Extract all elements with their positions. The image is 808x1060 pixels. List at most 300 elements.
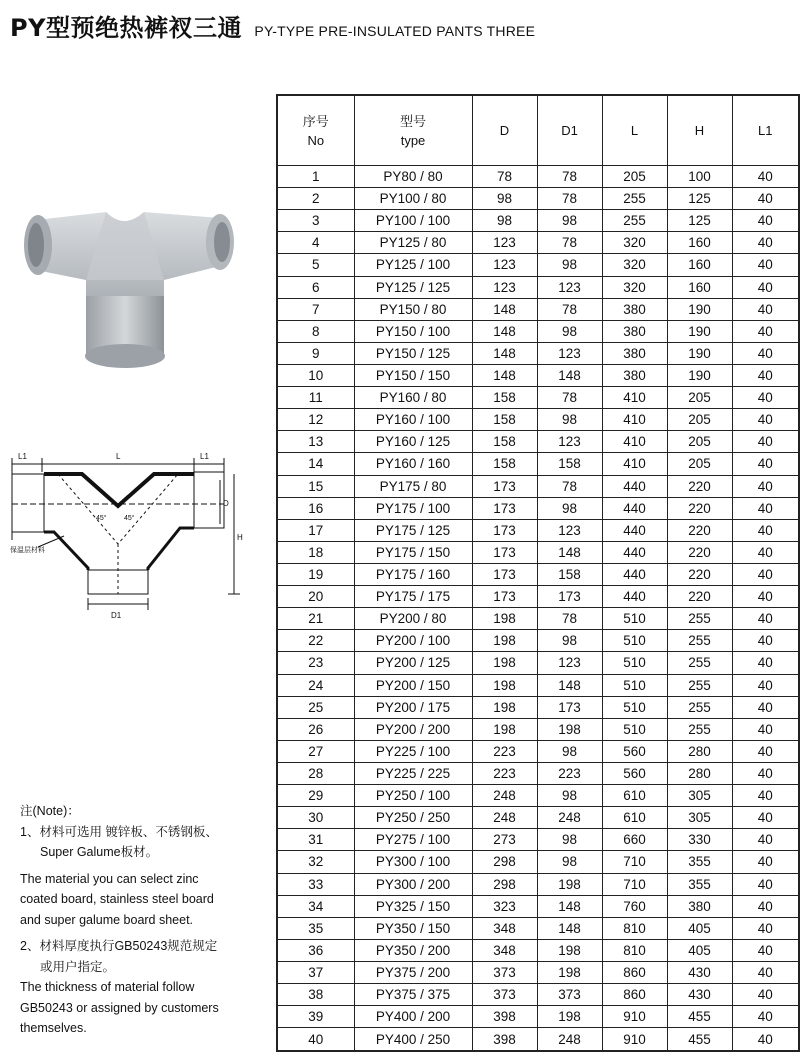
cell-type: PY250 / 100	[354, 785, 472, 807]
cell-d: 173	[472, 541, 537, 563]
cell-no: 19	[277, 563, 354, 585]
cell-d: 298	[472, 851, 537, 873]
cell-l: 660	[602, 829, 667, 851]
cell-d1: 158	[537, 453, 602, 475]
cell-type: PY150 / 100	[354, 320, 472, 342]
cell-no: 16	[277, 497, 354, 519]
diagram-label-angle-left: 45°	[96, 515, 107, 522]
cell-no: 12	[277, 409, 354, 431]
cell-l: 810	[602, 939, 667, 961]
cell-d: 78	[472, 166, 537, 188]
cell-no: 5	[277, 254, 354, 276]
cell-d1: 123	[537, 519, 602, 541]
cell-l: 910	[602, 1028, 667, 1051]
note-1-en-line-1: The material you can select zinc	[20, 871, 199, 886]
cell-no: 24	[277, 674, 354, 696]
cell-type: PY160 / 125	[354, 431, 472, 453]
table-row	[277, 718, 799, 740]
header-no-cn: 序号	[302, 113, 329, 129]
cell-d1: 98	[537, 740, 602, 762]
table-row	[277, 652, 799, 674]
cell-d: 298	[472, 873, 537, 895]
cell-d: 198	[472, 718, 537, 740]
cell-no: 39	[277, 1006, 354, 1028]
cell-d1: 123	[537, 431, 602, 453]
cell-d: 148	[472, 364, 537, 386]
cell-h: 190	[667, 364, 732, 386]
cell-h: 205	[667, 431, 732, 453]
cell-d: 248	[472, 807, 537, 829]
cell-type: PY225 / 100	[354, 740, 472, 762]
cell-d: 273	[472, 829, 537, 851]
diagram-label-d1: D1	[111, 611, 122, 620]
cell-l1: 40	[732, 630, 799, 652]
cell-no: 32	[277, 851, 354, 873]
cell-d: 173	[472, 497, 537, 519]
cell-type: PY250 / 250	[354, 807, 472, 829]
cell-h: 355	[667, 851, 732, 873]
cell-type: PY160 / 100	[354, 409, 472, 431]
cell-l1: 40	[732, 851, 799, 873]
cell-type: PY200 / 175	[354, 696, 472, 718]
cell-no: 26	[277, 718, 354, 740]
cell-l1: 40	[732, 652, 799, 674]
cell-l: 440	[602, 586, 667, 608]
cell-l1: 40	[732, 298, 799, 320]
cell-no: 34	[277, 895, 354, 917]
cell-d1: 78	[537, 608, 602, 630]
cell-l: 910	[602, 1006, 667, 1028]
table-row	[277, 829, 799, 851]
diagram-label-insulation: 保温层材料	[10, 546, 45, 554]
cell-d1: 148	[537, 674, 602, 696]
cell-d1: 148	[537, 541, 602, 563]
cell-type: PY150 / 80	[354, 298, 472, 320]
cell-d: 373	[472, 961, 537, 983]
cell-type: PY400 / 200	[354, 1006, 472, 1028]
cell-l: 810	[602, 917, 667, 939]
cell-l: 410	[602, 431, 667, 453]
cell-type: PY150 / 125	[354, 342, 472, 364]
table-row	[277, 807, 799, 829]
cell-h: 220	[667, 586, 732, 608]
cell-no: 18	[277, 541, 354, 563]
cell-type: PY200 / 125	[354, 652, 472, 674]
cell-d: 223	[472, 762, 537, 784]
cell-d1: 173	[537, 696, 602, 718]
cell-l: 410	[602, 387, 667, 409]
cell-no: 40	[277, 1028, 354, 1051]
cell-l1: 40	[732, 1028, 799, 1051]
cell-h: 190	[667, 320, 732, 342]
cell-no: 27	[277, 740, 354, 762]
note-1-cn-line-2: Super Galume板材。	[40, 845, 159, 859]
table-row	[277, 563, 799, 585]
cell-h: 405	[667, 939, 732, 961]
cell-l: 380	[602, 298, 667, 320]
cell-d1: 198	[537, 961, 602, 983]
cell-h: 190	[667, 298, 732, 320]
diagram-label-d: D	[223, 499, 229, 508]
cell-type: PY150 / 150	[354, 364, 472, 386]
table-row	[277, 210, 799, 232]
table-row	[277, 387, 799, 409]
cell-type: PY175 / 175	[354, 586, 472, 608]
cell-l1: 40	[732, 939, 799, 961]
cell-d: 323	[472, 895, 537, 917]
table-row	[277, 873, 799, 895]
cell-d: 158	[472, 431, 537, 453]
diagram-label-l1-left: L1	[18, 452, 27, 461]
cell-h: 160	[667, 232, 732, 254]
cell-d1: 98	[537, 210, 602, 232]
cell-d: 173	[472, 586, 537, 608]
cell-no: 2	[277, 188, 354, 210]
cell-l1: 40	[732, 608, 799, 630]
cell-l: 510	[602, 674, 667, 696]
cell-l1: 40	[732, 696, 799, 718]
cell-d: 173	[472, 519, 537, 541]
cell-h: 125	[667, 210, 732, 232]
cell-d: 348	[472, 917, 537, 939]
table-row	[277, 497, 799, 519]
header-l: L	[602, 95, 667, 166]
cell-d1: 78	[537, 232, 602, 254]
cell-l1: 40	[732, 431, 799, 453]
table-row	[277, 939, 799, 961]
header-d1: D1	[537, 95, 602, 166]
cell-d1: 198	[537, 718, 602, 740]
cell-d1: 78	[537, 188, 602, 210]
cell-type: PY125 / 125	[354, 276, 472, 298]
cell-l1: 40	[732, 519, 799, 541]
cell-d: 198	[472, 630, 537, 652]
cell-no: 1	[277, 166, 354, 188]
cell-type: PY125 / 80	[354, 232, 472, 254]
table-row	[277, 431, 799, 453]
cell-l1: 40	[732, 961, 799, 983]
cell-h: 255	[667, 718, 732, 740]
cell-no: 29	[277, 785, 354, 807]
cell-l: 560	[602, 740, 667, 762]
cell-l1: 40	[732, 188, 799, 210]
cell-type: PY160 / 160	[354, 453, 472, 475]
table-row	[277, 188, 799, 210]
note-2-cn-line-1: 2、材料厚度执行GB50243规范规定	[20, 939, 218, 953]
table-row	[277, 917, 799, 939]
cell-l1: 40	[732, 807, 799, 829]
cell-no: 31	[277, 829, 354, 851]
cell-h: 220	[667, 519, 732, 541]
cell-type: PY175 / 80	[354, 475, 472, 497]
cell-no: 14	[277, 453, 354, 475]
table-row	[277, 342, 799, 364]
cell-h: 255	[667, 608, 732, 630]
table-row	[277, 674, 799, 696]
cell-l1: 40	[732, 785, 799, 807]
header-l1: L1	[732, 95, 799, 166]
cell-h: 205	[667, 409, 732, 431]
cell-l1: 40	[732, 917, 799, 939]
table-row	[277, 762, 799, 784]
cell-no: 37	[277, 961, 354, 983]
cell-type: PY175 / 150	[354, 541, 472, 563]
cell-d: 198	[472, 652, 537, 674]
table-row	[277, 320, 799, 342]
cell-d: 123	[472, 276, 537, 298]
cell-d: 248	[472, 785, 537, 807]
cell-no: 8	[277, 320, 354, 342]
cell-d: 158	[472, 453, 537, 475]
cell-l1: 40	[732, 674, 799, 696]
header-h: H	[667, 95, 732, 166]
header-d: D	[472, 95, 537, 166]
cell-no: 7	[277, 298, 354, 320]
cell-h: 305	[667, 785, 732, 807]
cell-type: PY200 / 200	[354, 718, 472, 740]
page-title	[10, 8, 535, 43]
note-2-en-line-2: GB50243 or assigned by customers	[20, 1000, 219, 1015]
spec-table	[276, 94, 800, 1052]
cell-d1: 173	[537, 586, 602, 608]
cell-no: 9	[277, 342, 354, 364]
table-row	[277, 586, 799, 608]
cell-h: 305	[667, 807, 732, 829]
cell-d: 123	[472, 232, 537, 254]
cell-type: PY225 / 225	[354, 762, 472, 784]
cell-l: 610	[602, 807, 667, 829]
cell-h: 280	[667, 762, 732, 784]
table-row	[277, 895, 799, 917]
table-row	[277, 541, 799, 563]
cell-d1: 373	[537, 984, 602, 1006]
cell-type: PY400 / 250	[354, 1028, 472, 1051]
cell-d1: 78	[537, 387, 602, 409]
cell-d: 173	[472, 563, 537, 585]
header-no	[277, 95, 354, 166]
cell-h: 405	[667, 917, 732, 939]
cell-h: 255	[667, 652, 732, 674]
technical-drawing	[8, 444, 246, 624]
cell-d1: 148	[537, 364, 602, 386]
note-1-cn-line-1: 1、材料可选用 镀锌板、不锈钢板、	[20, 824, 218, 839]
cell-d: 148	[472, 342, 537, 364]
cell-no: 11	[277, 387, 354, 409]
cell-l: 255	[602, 188, 667, 210]
cell-d1: 98	[537, 851, 602, 873]
notes-heading: 注(Note)：	[20, 804, 80, 818]
cell-h: 125	[667, 188, 732, 210]
cell-no: 10	[277, 364, 354, 386]
cell-no: 33	[277, 873, 354, 895]
cell-type: PY200 / 150	[354, 674, 472, 696]
cell-no: 3	[277, 210, 354, 232]
table-row	[277, 475, 799, 497]
cell-d1: 78	[537, 475, 602, 497]
cell-l: 610	[602, 785, 667, 807]
cell-d: 398	[472, 1028, 537, 1051]
cell-h: 280	[667, 740, 732, 762]
cell-d: 98	[472, 188, 537, 210]
table-row	[277, 166, 799, 188]
cell-type: PY325 / 150	[354, 895, 472, 917]
cell-l1: 40	[732, 364, 799, 386]
cell-type: PY125 / 100	[354, 254, 472, 276]
cell-l1: 40	[732, 409, 799, 431]
cell-l1: 40	[732, 387, 799, 409]
cell-type: PY80 / 80	[354, 166, 472, 188]
cell-d1: 123	[537, 652, 602, 674]
table-row	[277, 364, 799, 386]
cell-d1: 198	[537, 1006, 602, 1028]
note-2-en-line-1: The thickness of material follow	[20, 980, 195, 994]
table-row	[277, 519, 799, 541]
cell-l: 510	[602, 696, 667, 718]
cell-d1: 248	[537, 807, 602, 829]
table-row	[277, 1006, 799, 1028]
cell-d1: 98	[537, 630, 602, 652]
cell-h: 205	[667, 453, 732, 475]
table-row	[277, 785, 799, 807]
cell-d1: 98	[537, 409, 602, 431]
cell-h: 220	[667, 563, 732, 585]
cell-h: 330	[667, 829, 732, 851]
note-2-en-line-3: themselves.	[20, 1021, 87, 1035]
title-english: PY-TYPE PRE-INSULATED PANTS THREE	[254, 23, 536, 39]
cell-type: PY300 / 200	[354, 873, 472, 895]
cell-h: 190	[667, 342, 732, 364]
cell-l1: 40	[732, 873, 799, 895]
diagram-label-l1-right: L1	[200, 452, 209, 461]
diagram-label-angle-right: 45°	[124, 515, 135, 522]
table-row	[277, 961, 799, 983]
cell-l: 510	[602, 652, 667, 674]
cell-l: 440	[602, 475, 667, 497]
cell-h: 430	[667, 984, 732, 1006]
cell-d1: 78	[537, 166, 602, 188]
cell-h: 430	[667, 961, 732, 983]
title-chinese: PY型预绝热裤衩三通	[10, 14, 242, 42]
cell-l1: 40	[732, 718, 799, 740]
cell-l1: 40	[732, 232, 799, 254]
cell-d: 198	[472, 608, 537, 630]
cell-d: 123	[472, 254, 537, 276]
cell-h: 255	[667, 630, 732, 652]
table-row	[277, 409, 799, 431]
cell-d: 198	[472, 696, 537, 718]
table-row	[277, 254, 799, 276]
cell-no: 17	[277, 519, 354, 541]
cell-d: 148	[472, 298, 537, 320]
note-2-cn-line-2: 或用户指定。	[40, 959, 116, 974]
table-row	[277, 276, 799, 298]
cell-d: 198	[472, 674, 537, 696]
cell-no: 6	[277, 276, 354, 298]
cell-l: 510	[602, 718, 667, 740]
notes-section	[20, 801, 260, 1039]
diagram-label-l: L	[116, 452, 121, 461]
cell-d1: 98	[537, 320, 602, 342]
note-1-en-line-2: coated board, stainless steel board	[20, 892, 214, 906]
cell-h: 255	[667, 696, 732, 718]
header-no-en: No	[307, 132, 325, 148]
table-row	[277, 740, 799, 762]
cell-l: 380	[602, 320, 667, 342]
table-header-row	[277, 95, 799, 166]
cell-h: 355	[667, 873, 732, 895]
cell-l1: 40	[732, 453, 799, 475]
product-photo	[14, 200, 242, 372]
cell-l: 560	[602, 762, 667, 784]
cell-type: PY275 / 100	[354, 829, 472, 851]
cell-l: 410	[602, 453, 667, 475]
table-body	[277, 166, 799, 1052]
cell-d: 158	[472, 409, 537, 431]
cell-no: 36	[277, 939, 354, 961]
cell-no: 20	[277, 586, 354, 608]
table-row	[277, 232, 799, 254]
cell-d: 173	[472, 475, 537, 497]
cell-l: 710	[602, 851, 667, 873]
cell-h: 255	[667, 674, 732, 696]
cell-l1: 40	[732, 895, 799, 917]
cell-d: 98	[472, 210, 537, 232]
cell-type: PY200 / 80	[354, 608, 472, 630]
cell-l: 860	[602, 961, 667, 983]
table-row	[277, 608, 799, 630]
table-row	[277, 696, 799, 718]
cell-l: 440	[602, 563, 667, 585]
cell-type: PY300 / 100	[354, 851, 472, 873]
cell-no: 22	[277, 630, 354, 652]
cell-no: 38	[277, 984, 354, 1006]
table-row	[277, 630, 799, 652]
cell-h: 160	[667, 276, 732, 298]
cell-no: 25	[277, 696, 354, 718]
cell-d: 398	[472, 1006, 537, 1028]
cell-l1: 40	[732, 254, 799, 276]
cell-d1: 148	[537, 895, 602, 917]
cell-l1: 40	[732, 586, 799, 608]
cell-h: 160	[667, 254, 732, 276]
table-row	[277, 984, 799, 1006]
cell-type: PY350 / 150	[354, 917, 472, 939]
cell-d: 158	[472, 387, 537, 409]
cell-l1: 40	[732, 320, 799, 342]
cell-l1: 40	[732, 762, 799, 784]
cell-l: 440	[602, 519, 667, 541]
cell-d: 348	[472, 939, 537, 961]
cell-no: 30	[277, 807, 354, 829]
cell-d1: 198	[537, 939, 602, 961]
cell-type: PY175 / 100	[354, 497, 472, 519]
cell-no: 13	[277, 431, 354, 453]
cell-no: 21	[277, 608, 354, 630]
cell-d1: 98	[537, 785, 602, 807]
cell-d1: 198	[537, 873, 602, 895]
cell-h: 455	[667, 1006, 732, 1028]
cell-type: PY375 / 375	[354, 984, 472, 1006]
cell-d: 148	[472, 320, 537, 342]
cell-l1: 40	[732, 166, 799, 188]
table-row	[277, 851, 799, 873]
cell-l1: 40	[732, 497, 799, 519]
cell-l: 510	[602, 608, 667, 630]
cell-h: 220	[667, 475, 732, 497]
cell-l: 860	[602, 984, 667, 1006]
cell-h: 100	[667, 166, 732, 188]
cell-d1: 98	[537, 497, 602, 519]
